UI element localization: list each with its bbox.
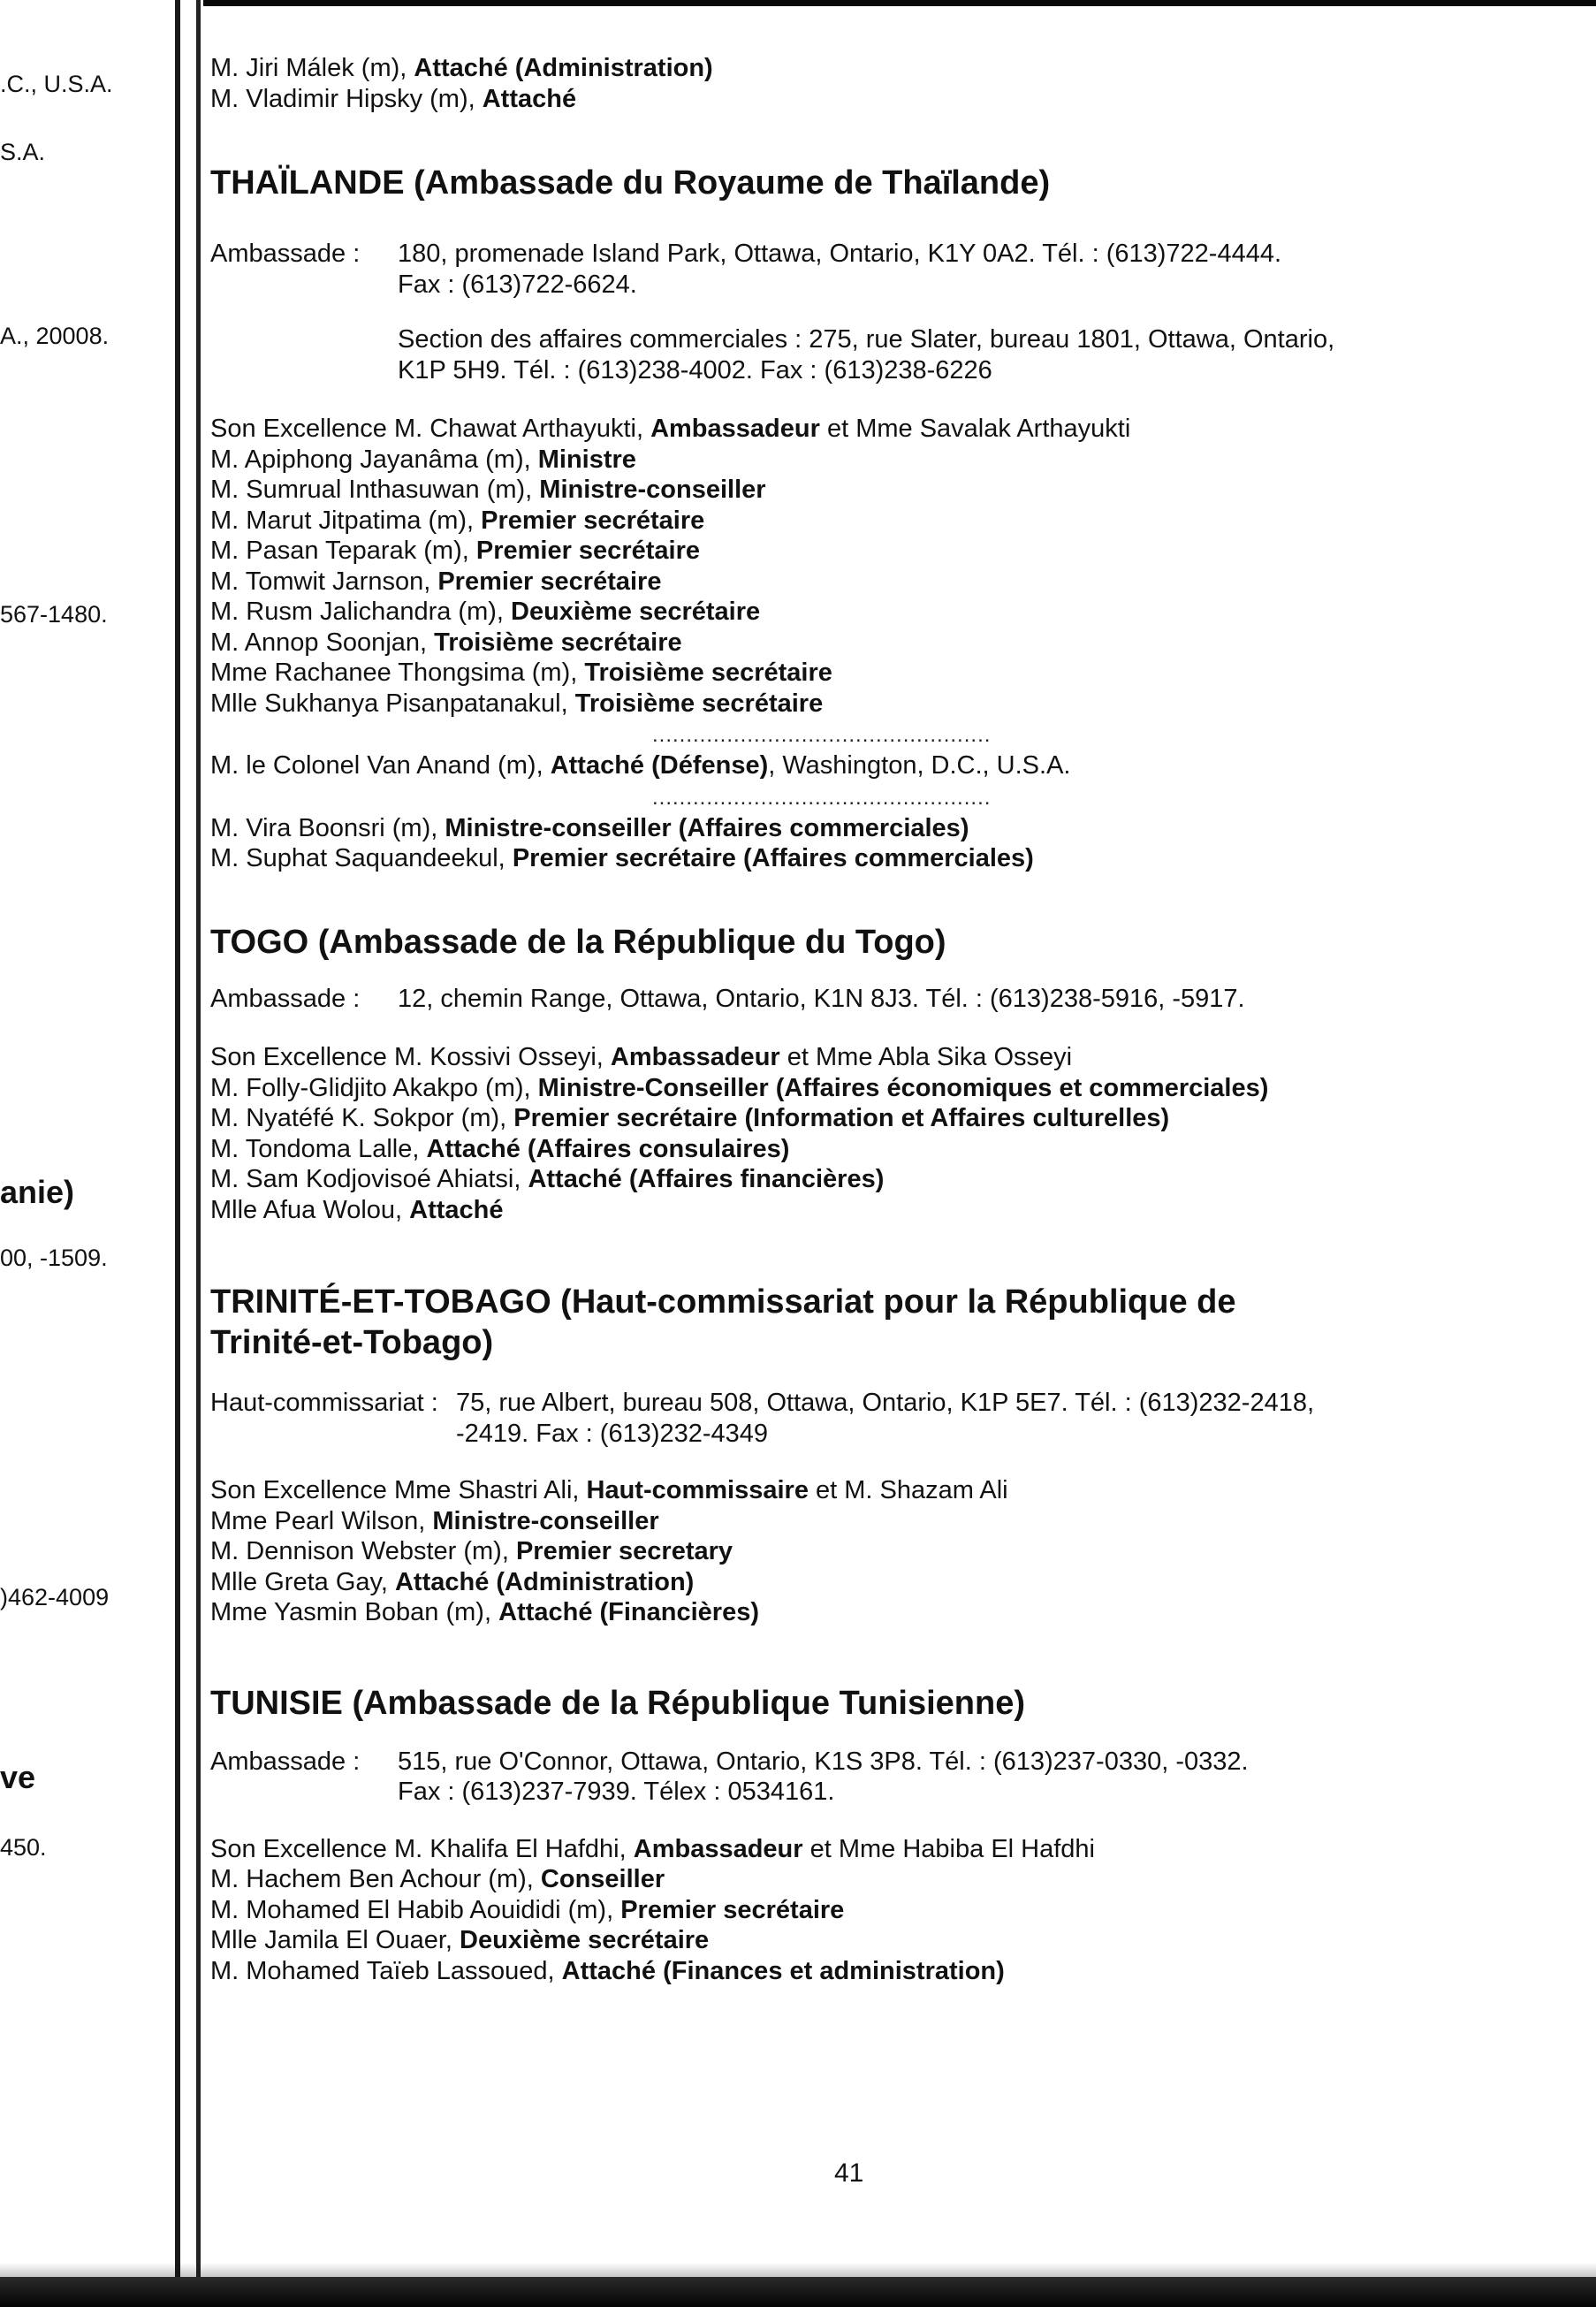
staff-line: Mme Rachanee Thongsima (m), Troisième secrétaire [210, 659, 832, 687]
address-line: 12, chemin Range, Ottawa, Ontario, K1N 8J3. Tél. : (613)238-5916, -5917. [398, 984, 1245, 1013]
previous-entry-continuation [210, 53, 1571, 114]
address-line: -2419. Fax : (613)232-4349 [456, 1419, 769, 1448]
address-line: K1P 5H9. Tél. : (613)238-4002. Fax : (613)238-6226 [398, 355, 992, 384]
staff-line: Son Excellence M. Chawat Arthayukti, Ambassadeur et Mme Savalak Arthayukti [210, 415, 1131, 443]
section-heading-tunisie: TUNISIE (Ambassade de la République Tunisienne) [210, 1684, 1026, 1722]
staff-line: M. Jiri Málek (m), Attaché (Administration) [210, 54, 713, 82]
facing-text: 567-1480. [0, 601, 108, 628]
facing-text: anie) [0, 1174, 75, 1210]
facing-page-strip [0, 0, 173, 2263]
staff-line: M. Pasan Teparak (m), Premier secrétaire [210, 537, 700, 565]
staff-line: M. Apiphong Jayanâma (m), Ministre [210, 445, 636, 474]
facing-text: 450. [0, 1834, 47, 1861]
facing-text: S.A. [0, 139, 46, 165]
address-block [210, 1388, 1571, 1449]
address-line: Section des affaires commerciales : 275, rue Slater, bureau 1801, Ottawa, Ontario, [398, 325, 1335, 354]
address-label: Ambassade : [210, 1747, 361, 1776]
previous-page-edge [175, 0, 180, 2307]
staff-line: M. Sumrual Inthasuwan (m), Ministre-conseiller [210, 476, 766, 504]
page-number: 41 [834, 2159, 864, 2188]
address-line: 75, rue Albert, bureau 508, Ottawa, Ontario, K1P 5E7. Tél. : (613)232-2418, [456, 1389, 1315, 1417]
address-block [210, 1747, 1571, 1808]
staff-line: M. Rusm Jalichandra (m), Deuxième secrétaire [210, 598, 761, 626]
staff-line: Mlle Afua Wolou, Attaché [210, 1195, 504, 1224]
address-line: 515, rue O'Connor, Ottawa, Ontario, K1S 3P8. Tél. : (613)237-0330, -0332. [398, 1747, 1249, 1776]
address-line: Fax : (613)237-7939. Télex : 0534161. [398, 1778, 835, 1806]
staff-list [210, 1042, 1571, 1225]
section-heading-thailande: THAÏLANDE (Ambassade du Royaume de Thaïlande) [210, 164, 1051, 202]
staff-line: Mlle Greta Gay, Attaché (Administration) [210, 1567, 695, 1596]
facing-text: 00, -1509. [0, 1245, 108, 1271]
section-heading-togo: TOGO (Ambassade de la République du Togo) [210, 923, 946, 961]
staff-line: Son Excellence M. Khalifa El Hafdhi, Ambassadeur et Mme Habiba El Hafdhi [210, 1834, 1095, 1863]
address-label: Haut-commissariat : [210, 1389, 438, 1417]
staff-line: M. Tomwit Jarnson, Premier secrétaire [210, 567, 662, 596]
staff-list [210, 1475, 1571, 1628]
staff-line: M. Annop Soonjan, Troisième secrétaire [210, 628, 682, 657]
facing-text: ve [0, 1759, 36, 1795]
staff-line: M. Vira Boonsri (m), Ministre-conseiller (Affaires commerciales) [210, 813, 969, 842]
staff-list [210, 1834, 1571, 1987]
staff-line: Son Excellence Mme Shastri Ali, Haut-commissaire et M. Shazam Ali [210, 1476, 1008, 1504]
facing-text: A., 20008. [0, 323, 110, 349]
address-line: Fax : (613)722-6624. [398, 270, 637, 299]
top-scan-rule [203, 0, 1596, 6]
facing-text: )462-4009 [0, 1584, 110, 1610]
address-line: 180, promenade Island Park, Ottawa, Ontario, K1Y 0A2. Tél. : (613)722-4444. [398, 240, 1282, 268]
staff-line: M. Vladimir Hipsky (m), Attaché [210, 84, 577, 113]
staff-line: M. Sam Kodjovisoé Ahiatsi, Attaché (Affaires financières) [210, 1165, 885, 1193]
staff-line: M. Suphat Saquandeekul, Premier secrétaire (Affaires commerciales) [210, 844, 1034, 872]
page-spine [196, 0, 201, 2307]
staff-line: M. Hachem Ben Achour (m), Conseiller [210, 1865, 665, 1893]
staff-line: Son Excellence M. Kossivi Osseyi, Ambassadeur et Mme Abla Sika Osseyi [210, 1043, 1073, 1071]
address-label: Ambassade : [210, 984, 361, 1013]
section-heading-trinite-et-tobago [210, 1282, 1571, 1363]
heading-line: Trinité-et-Tobago) [210, 1324, 494, 1361]
staff-line: M. Tondoma Lalle, Attaché (Affaires consulaires) [210, 1134, 790, 1163]
staff-line: M. Mohamed El Habib Aouididi (m), Premier secrétaire [210, 1895, 845, 1924]
address-block [210, 984, 1571, 1015]
staff-line: M. Mohamed Taïeb Lassoued, Attaché (Finances et administration) [210, 1956, 1005, 1985]
directory-page [210, 53, 1571, 1986]
staff-line: Mme Yasmin Boban (m), Attaché (Financières) [210, 1598, 760, 1626]
facing-text: .C., U.S.A. [0, 71, 113, 97]
address-label: Ambassade : [210, 240, 361, 268]
staff-line: M. le Colonel Van Anand (m), Attaché (Défense), Washington, D.C., U.S.A. [210, 751, 1071, 780]
staff-line: M. Nyatéfé K. Sokpor (m), Premier secrétaire (Information et Affaires culturelles) [210, 1104, 1170, 1132]
staff-line: M. Dennison Webster (m), Premier secretary [210, 1537, 733, 1565]
staff-line: Mlle Jamila El Ouaer, Deuxième secrétaire [210, 1926, 710, 1954]
staff-line: Mlle Sukhanya Pisanpatanakul, Troisième secrétaire [210, 689, 824, 718]
staff-line: Mme Pearl Wilson, Ministre-conseiller [210, 1506, 659, 1535]
bottom-scan-rule [0, 2277, 1596, 2307]
dotted-separator: .................................................. [652, 723, 992, 747]
staff-list [210, 414, 1571, 719]
staff-line: M. Folly-Glidjito Akakpo (m), Ministre-Conseiller (Affaires économiques et commerciales) [210, 1073, 1269, 1102]
dotted-separator: .................................................. [652, 785, 992, 810]
staff-line: M. Marut Jitpatima (m), Premier secrétaire [210, 506, 705, 535]
heading-line: TRINITÉ-ET-TOBAGO (Haut-commissariat pour la République de [210, 1283, 1236, 1321]
address-block [210, 239, 1571, 385]
